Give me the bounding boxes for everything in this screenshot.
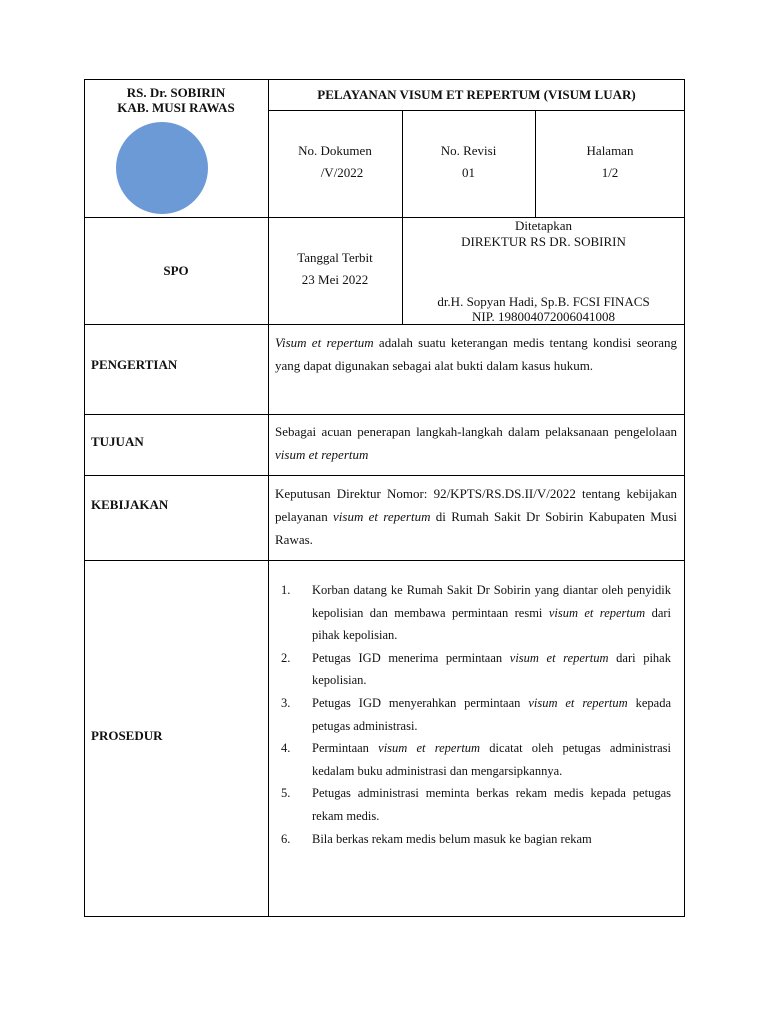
signer-nip: NIP. 198004072006041008 bbox=[471, 309, 615, 324]
prosedur-item-text: Petugas IGD menerima permintaan bbox=[312, 650, 510, 665]
halaman-value: 1/2 bbox=[601, 165, 619, 180]
tujuan-text bbox=[275, 420, 677, 466]
document-title: PELAYANAN VISUM ET REPERTUM (VISUM LUAR) bbox=[317, 87, 636, 102]
prosedur-item-number: 5. bbox=[281, 786, 291, 801]
tanggal-terbit-value: 23 Mei 2022 bbox=[301, 272, 369, 287]
prosedur-item-text-end: dari pihak kepolisian. bbox=[312, 605, 672, 643]
ditetapkan-block bbox=[402, 218, 685, 250]
prosedur-item-text: Permintaan bbox=[312, 741, 379, 756]
prosedur-list-container bbox=[269, 579, 671, 850]
prosedur-item-number: 2. bbox=[281, 650, 291, 665]
prosedur-item-number: 4. bbox=[281, 741, 291, 756]
divider-row-prosedur bbox=[84, 560, 685, 561]
spo-document bbox=[84, 79, 685, 917]
no-dokumen-value: /V/2022 bbox=[320, 165, 364, 180]
no-revisi-label: No. Revisi bbox=[440, 143, 497, 158]
prosedur-item-italic: visum et repertum bbox=[548, 605, 646, 620]
prosedur-item-italic: visum et repertum bbox=[378, 741, 481, 756]
prosedur-item-italic: visum et repertum bbox=[509, 650, 609, 665]
divider-row-pengertian bbox=[84, 324, 685, 325]
border-left bbox=[84, 79, 85, 917]
prosedur-item bbox=[269, 647, 671, 692]
halaman-label: Halaman bbox=[586, 143, 634, 158]
divider-row-kebijakan bbox=[84, 475, 685, 476]
prosedur-item-italic: visum et repertum bbox=[528, 695, 628, 710]
prosedur-item-text: Bila berkas rekam medis belum masuk ke bagian rekam bbox=[312, 831, 592, 846]
border-top bbox=[84, 79, 685, 80]
prosedur-item bbox=[269, 692, 671, 737]
no-dokumen bbox=[268, 140, 402, 184]
prosedur-item-number: 6. bbox=[281, 831, 291, 846]
divider-title bbox=[268, 110, 685, 111]
direktur-title: DIREKTUR RS DR. SOBIRIN bbox=[461, 234, 626, 249]
tanggal-terbit bbox=[268, 247, 402, 291]
kebijakan-label: KEBIJAKAN bbox=[91, 497, 169, 512]
ditetapkan-label: Ditetapkan bbox=[514, 218, 573, 233]
tujuan-body: Sebagai acuan penerapan langkah-langkah dalam pelaksanaan pengelolaan bbox=[275, 424, 677, 439]
kebijakan-body2: di Rumah Sakit Dr Sobirin Kabupaten Musi Rawas. bbox=[275, 509, 677, 547]
tujuan-label: TUJUAN bbox=[91, 434, 144, 449]
prosedur-item-text: Korban datang ke Rumah Sakit Dr Sobirin yang diantar oleh penyidik kepolisian dan membawa permintaan resmi bbox=[312, 583, 671, 620]
no-revisi bbox=[402, 140, 535, 184]
prosedur-item bbox=[269, 737, 671, 782]
hospital-name bbox=[84, 85, 268, 115]
prosedur-list bbox=[269, 579, 671, 850]
kebijakan-text bbox=[275, 482, 677, 551]
pengertian-body: adalah suatu keterangan medis tentang kondisi seorang yang dapat digunakan sebagai alat bukti dalam kasus hukum. bbox=[275, 335, 677, 373]
prosedur-item-number: 1. bbox=[281, 583, 291, 597]
border-bottom bbox=[84, 916, 685, 917]
signer-name: dr.H. Sopyan Hadi, Sp.B. FCSI FINACS bbox=[437, 294, 650, 309]
prosedur-item-text-end: dari pihak kepolisian. bbox=[312, 650, 671, 688]
tanggal-terbit-label: Tanggal Terbit bbox=[297, 250, 373, 265]
hospital-line1: RS. Dr. SOBIRIN bbox=[126, 85, 226, 100]
halaman bbox=[535, 140, 685, 184]
signer-block bbox=[402, 294, 685, 324]
hospital-line2: KAB. MUSI RAWAS bbox=[117, 100, 235, 115]
prosedur-item bbox=[269, 579, 671, 647]
prosedur-item bbox=[269, 782, 671, 827]
prosedur-item-text: Petugas IGD menyerahkan permintaan bbox=[312, 695, 529, 710]
spo-label: SPO bbox=[163, 263, 189, 278]
no-revisi-value: 01 bbox=[462, 165, 475, 180]
prosedur-item-text: Petugas administrasi meminta berkas rekam medis kepada petugas rekam medis. bbox=[312, 786, 671, 823]
pengertian-italic: Visum et repertum bbox=[275, 335, 374, 350]
tujuan-italic: visum et repertum bbox=[275, 447, 369, 462]
prosedur-item-text-end: kepada petugas administrasi. bbox=[312, 695, 671, 733]
pengertian-text bbox=[275, 331, 677, 377]
prosedur-label: PROSEDUR bbox=[91, 728, 163, 743]
kebijakan-body1: Keputusan Direktur Nomor: 92/KPTS/RS.DS.II/V/2022 tentang kebijakan pelayanan bbox=[275, 486, 677, 524]
no-dokumen-label: No. Dokumen bbox=[298, 143, 372, 158]
kebijakan-italic: visum et repertum bbox=[333, 509, 431, 524]
prosedur-item bbox=[269, 828, 671, 851]
divider-row-tujuan bbox=[84, 414, 685, 415]
hospital-logo bbox=[116, 122, 208, 214]
pengertian-label: PENGERTIAN bbox=[91, 357, 178, 372]
border-right bbox=[684, 79, 685, 917]
prosedur-item-text-end: dicatat oleh petugas administrasi kedalam buku administrasi dan mengarsipkannya. bbox=[312, 741, 672, 778]
prosedur-item-number: 3. bbox=[281, 695, 291, 710]
